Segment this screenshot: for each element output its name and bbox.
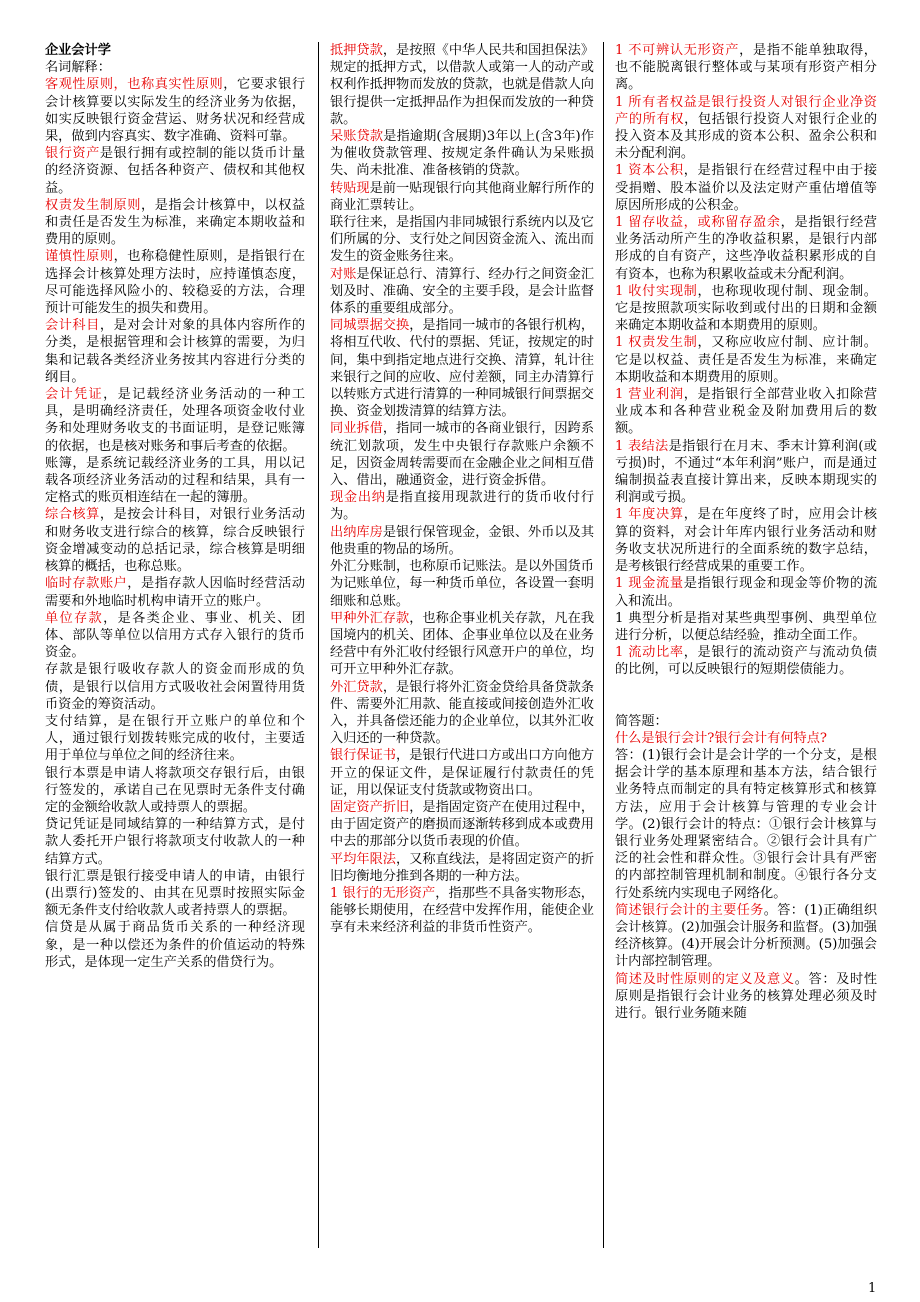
term-highlight: 银行保证书 — [330, 748, 397, 764]
term-highlight: 同业拆借 — [330, 421, 383, 437]
paragraph-text: 1 典型分析是指对某些典型事例、典型单位进行分析，以便总结经验，推动全面工作。 — [615, 610, 877, 643]
paragraph — [615, 747, 877, 902]
term-highlight: 什么是银行会计?银行会计有何特点? — [615, 730, 827, 746]
paragraph — [615, 713, 877, 730]
term-highlight: 会计科目 — [45, 318, 100, 334]
paragraph-text: ，也称现收现付制、现金制。它是按照款项实际收到或付出的日期和金额来确定本期收益和本期费用的原则。 — [615, 283, 877, 334]
paragraph-text: 账簿，是系统记载经济业务的工具，用以记载各项经济业务活动的过程和结果，具有一定格式的账页相连结在一起的簿册。 — [45, 455, 305, 506]
paragraph — [615, 644, 877, 678]
paragraph-text: ，是银行将外汇资金贷给具备贷款条件、需要外汇用款、能直接或间接创造外汇收入，并具备偿还能力的企业单位，以其外汇收入归还的一种贷款。 — [330, 679, 594, 747]
paragraph-text: 答：(1)银行会计是会计学的一个分支，是根据会计学的基本原理和基本方法，结合银行业务特点而制定的具有特定核算形式和核算方法，应用于会计核算与管理的专业会计学。(2)银行会计的特点：①银行会计核算与银行业务处理紧密结合。②银行会计具有广泛的社会性和群众性。③银行会计具有严密的内部控制管理机制和制度。④银行各分支行处系统内实现电子网络化。 — [615, 747, 877, 901]
document-title — [45, 42, 305, 59]
term-highlight: 简述及时性原则的定义及意义 — [615, 971, 795, 987]
paragraph-text: 银行汇票是银行接受申请人的申请，由银行(出票行)签发的、由其在见票时按照实际金额无条件支付给收款人或者持票人的票据。 — [45, 868, 305, 919]
paragraph — [615, 283, 877, 335]
text-column-left — [45, 42, 305, 1260]
paragraph-text: ，是指不能单独取得，也不能脱离银行整体或与某项有形资产相分离。 — [615, 43, 877, 93]
paragraph-text: 是银行拥有或控制的能以货币计量的经济资源、包括各种资产、债权和其他权益。 — [45, 146, 305, 196]
paragraph — [615, 94, 877, 163]
term-highlight: 出纳库房 — [330, 524, 383, 540]
paragraph-text: 外汇分账制，也称原币记账法。是以外国货币为记账单位，每一种货币单位，各设置一套明细账和总账。 — [330, 559, 594, 609]
paragraph-text: 是指逾期(含展期)3年以上(含3年)作为催收贷款管理、按规定条件确认为呆账损失、尚未批准、准备核销的贷款。 — [330, 129, 594, 179]
term-highlight: 外汇贷款 — [330, 679, 383, 695]
term-highlight: 1 不可辨认无形资产 — [615, 43, 740, 58]
paragraph — [45, 197, 305, 249]
paragraph — [45, 919, 305, 971]
paragraph-text: ，是各类企业、事业、机关、团体、部队等单位以信用方式存入银行的货币资金。 — [45, 610, 305, 661]
paragraph — [615, 334, 877, 386]
term-highlight: 1 收付实现制 — [615, 283, 698, 299]
paragraph-text: 是保证总行、清算行、经办行之间资金汇划及时、准确、安全的主要手段，是会计监督体系的重要组成部分。 — [330, 266, 594, 317]
paragraph — [45, 317, 305, 386]
paragraph — [45, 816, 305, 868]
term-highlight: 简述银行会计的主要任务 — [615, 902, 764, 918]
paragraph-text: ，是银行的流动资产与流动负债的比例，可以反映银行的短期偿债能力。 — [615, 645, 877, 678]
text-column-right — [615, 42, 877, 1260]
term-highlight: 权责发生制原则 — [45, 197, 141, 213]
paragraph — [45, 506, 305, 575]
paragraph — [45, 575, 305, 609]
term-highlight: 甲种外汇存款 — [330, 610, 410, 626]
paragraph — [330, 214, 594, 266]
term-highlight: 1 所有者权益是银行投资人对银行企业净资产的所有权 — [615, 94, 877, 127]
paragraph-text: ，指那些不具备实物形态，能够长期使用，在经营中发挥作用，能使企业享有未来经济利益的非货币性资产。 — [330, 885, 594, 936]
paragraph — [330, 610, 594, 679]
paragraph-text: 是指直接用现款进行的货币收付行为。 — [330, 490, 594, 523]
paragraph — [330, 799, 594, 851]
term-highlight: 1 表结法 — [615, 438, 669, 454]
paragraph — [615, 162, 877, 214]
term-highlight: 单位存款 — [45, 610, 104, 626]
paragraph — [330, 266, 594, 318]
paragraph — [330, 128, 594, 180]
paragraph-text: ，又称直线法，是将固定资产的折旧均衡地分推到各期的一种方法。 — [330, 851, 594, 884]
short-answer-section — [615, 713, 877, 1023]
paragraph — [330, 558, 594, 610]
paragraph-text: ，是指固定资产在使用过程中，由于固定资产的磨损而逐渐转移到成本或费用中去的那部分以货币表现的价值。 — [330, 799, 594, 850]
paragraph — [45, 661, 305, 713]
paragraph — [615, 214, 877, 283]
paragraph — [615, 730, 877, 747]
term-highlight: 综合核算 — [45, 507, 100, 523]
paragraph — [615, 575, 877, 609]
paragraph — [45, 76, 305, 145]
column-divider-right — [603, 42, 604, 1248]
page-number: 1 — [868, 1281, 877, 1296]
paragraph — [615, 386, 877, 438]
paragraph-text: 联行往来，是指国内非同城银行系统内以及它们所属的分、支行处之间因资金流入、流出而发生的资金账务往来。 — [330, 215, 594, 265]
paragraph-text: ，是按会计科目，对银行业务活动和财务收支进行综合的核算，综合反映银行资金增减变动的总括记录，综合核算是明细核算的概括，也称总账。 — [45, 507, 305, 575]
paragraph — [330, 679, 594, 748]
paragraph — [330, 747, 594, 799]
paragraph — [330, 317, 594, 420]
paragraph-text: 是银行保管现金，金银、外币以及其他贵重的物品的场所。 — [330, 524, 594, 557]
paragraph-text: 。答：及时性原则是指银行会计业务的核算处理必须及时进行。银行业务随来随 — [615, 971, 877, 1021]
term-highlight: 现金出纳 — [330, 490, 386, 506]
paragraph-text: 存款是银行吸收存款人的资金而形成的负债，是银行以信用方式吸收社会闲置待用货币资金的筹资活动。 — [45, 662, 305, 712]
paragraph-text: 是前一贴现银行向其他商业解行所作的商业汇票转让。 — [330, 180, 594, 213]
paragraph-text: ，是银行代进口方或出口方向他方开立的保证文件，是保证履行付款责任的凭证，用以保证支付货款或物资出口。 — [330, 748, 594, 798]
paragraph — [330, 42, 594, 128]
term-highlight: 1 营业利润 — [615, 387, 684, 403]
paragraph-text: 信贷是从属于商品货币关系的一种经济现象，是一种以偿还为条件的价值运动的特殊形式，是体现一定生产关系的借贷行为。 — [45, 920, 305, 970]
term-highlight: 1 年度决算 — [615, 507, 684, 523]
section-gap — [615, 679, 877, 713]
paragraph — [330, 851, 594, 885]
paragraph — [615, 610, 877, 644]
paragraph — [45, 868, 305, 920]
term-highlight: 对账 — [330, 266, 357, 282]
column-divider-left — [318, 42, 319, 1248]
paragraph-text: 简答题： — [615, 713, 668, 729]
paragraph-text: ，是指同一城市的各银行机构，将相互代收、代付的票据、凭证，按规定的时间，集中到指定地点进行交换、清算，轧计往来银行之间的应收、应付差额，同主办清算行以转账方式进行清算的一种同城银行间票据交换、资金划拨清算的结算方法。 — [330, 318, 594, 420]
paragraph-text: ，指同一城市的各商业银行，因跨系统汇划款项，发生中央银行存款账户余额不足，因资金周转需要而在金融企业之间相互借入、借出，融通资金，进行资金拆借。 — [330, 421, 594, 489]
paragraph-text: 是指银行现金和现金等价物的流入和流出。 — [615, 576, 877, 609]
paragraph — [615, 438, 877, 507]
paragraph — [45, 59, 305, 76]
paragraph-text: ，是记载经济业务活动的一种工具，是明确经济责任，处理各项资金收付业务和处理财务收支的书面证明，是登记账簿的依据，也是核对账务和事后考查的依据。 — [45, 387, 305, 454]
paragraph — [615, 506, 877, 575]
paragraph-text: ，是指银行经营业务活动所产生的净收益积累，是银行内部形成的自有资产，这些净收益积累形成的自有资本，也称为积累收益或未分配利润。 — [615, 215, 877, 282]
glossary-continued — [615, 42, 877, 679]
paragraph — [45, 765, 305, 817]
paragraph-text: 贷记凭证是同域结算的一种结算方式，是付款人委托开户银行将款项支付收款人的一种结算方式。 — [45, 817, 305, 867]
paragraph-text: ，是指银行全部营业收入扣除营业成本和各种营业税金及附加费用后的数额。 — [615, 387, 877, 437]
paragraph — [45, 248, 305, 317]
term-highlight: 客观性原则，也称真实性原则 — [45, 77, 224, 93]
term-highlight: 同城票据交换 — [330, 318, 410, 334]
paragraph-text: ，也称稳健性原则，是指银行在选择会计核算处理方法时，应持谨慎态度，尽可能选择风险小的、较稳妥的方法，合理预计可能发生的损失和费用。 — [45, 249, 305, 317]
paragraph — [615, 971, 877, 1023]
paragraph — [45, 386, 305, 455]
term-highlight: 平均年限法 — [330, 851, 397, 867]
paragraph-text: ，包括银行投资人对银行企业的投入资本及其形成的资本公积、盈余公积和未分配利润。 — [615, 111, 877, 162]
paragraph — [330, 524, 594, 558]
term-highlight: 1 银行的无形资产 — [330, 885, 436, 901]
paragraph-text: ，是指会计核算中，以权益和责任是否发生为标准，来确定本期收益和费用的原则。 — [45, 197, 305, 248]
paragraph-text: 名词解释： — [45, 60, 111, 76]
paragraph — [330, 885, 594, 937]
paragraph-text: ，也称企事业机关存款，凡在我国境内的机关、团体、企事业单位以及在业务经营中有外汇收付经银行风意开户的单位，均可开立甲种外汇存款。 — [330, 610, 594, 678]
paragraph-text: ，是指银行在经营过程中由于接受捐赠、股本溢价以及法定财产重估增值等原因所形成的公积金。 — [615, 163, 877, 213]
text-column-middle — [330, 42, 594, 1260]
paragraph-text: 支付结算，是在银行开立账户的单位和个人，通过银行划拨转账完成的收付，主要适用于单位与单位之间的经济往来。 — [45, 713, 305, 764]
term-highlight: 临时存款账户 — [45, 576, 128, 592]
paragraph — [330, 420, 594, 489]
paragraph-text: ，是指存款人因临时经营活动需要和外地临时机构申请开立的账户。 — [45, 576, 305, 609]
term-highlight: 谨慎性原则 — [45, 249, 114, 265]
term-highlight: 1 权责发生制 — [615, 335, 698, 351]
term-highlight: 1 资本公积 — [615, 163, 684, 179]
paragraph-text: ，是在年度终了时，应用会计核算的资料，对会计年库内银行业务活动和财务收支状况所进行的全面系统的数字总结，是考核银行经营成果的重要工作。 — [615, 507, 877, 575]
paragraph — [45, 713, 305, 765]
term-highlight: 1 留存收益，或称留存盈余 — [615, 215, 781, 231]
paragraph — [615, 902, 877, 971]
paragraph-text: ，它要求银行会计核算要以实际发生的经济业务为依据，如实反映银行资金营运、财务状况和经营成果，做到内容真实、数字准确、资料可靠。 — [45, 77, 305, 145]
term-highlight: 银行资产 — [45, 146, 100, 162]
paragraph — [45, 145, 305, 197]
paragraph-text: ，是按照《中华人民共和国担保法》规定的抵押方式，以借款人或第一人的动产或权利作抵押物而发放的贷款，也就是借款人向银行提供一定抵押品作为担保而发放的一种贷款。 — [330, 43, 594, 127]
paragraph — [330, 180, 594, 214]
term-highlight: 1 流动比率 — [615, 645, 684, 661]
paragraph — [615, 42, 877, 94]
paragraph — [330, 489, 594, 523]
term-highlight: 1 现金流量 — [615, 576, 684, 592]
term-highlight: 呆账贷款 — [330, 129, 384, 145]
paragraph — [45, 455, 305, 507]
term-highlight: 抵押贷款 — [330, 43, 383, 58]
paragraph-text: 是指银行在月末、季末计算利润(或亏损)时，不通过“本年利润”账户，而是通过编制损益表直接计算出来，反映本期现实的利润或亏损。 — [615, 438, 877, 506]
paragraph-text: 。答：(1)正确组织会计核算。(2)加强会计服务和监督。(3)加强经济核算。(4)开展会计分析预测。(5)加强会计内部控制管理。 — [615, 902, 877, 970]
paragraph-text: ，是对会计对象的具体内容所作的分类，是根据管理和会计核算的需要，为归集和记载各类经济业务按其内容进行分类的纲目。 — [45, 318, 305, 385]
paragraph-text: ，又称应收应付制、应计制。它是以权益、责任是否发生为标准，来确定本期收益和本期费用的原则。 — [615, 335, 877, 385]
term-highlight: 固定资产折旧 — [330, 799, 410, 815]
term-highlight: 会计凭证 — [45, 387, 104, 403]
term-highlight: 转贴现 — [330, 180, 370, 196]
paragraph-text: 企业会计学 — [45, 43, 111, 58]
paragraph-text: 银行本票是申请人将款项交存银行后，由银行签发的，承诺自己在见票时无条件支付确定的金额给收款人或持票人的票据。 — [45, 765, 305, 815]
paragraph — [45, 610, 305, 662]
